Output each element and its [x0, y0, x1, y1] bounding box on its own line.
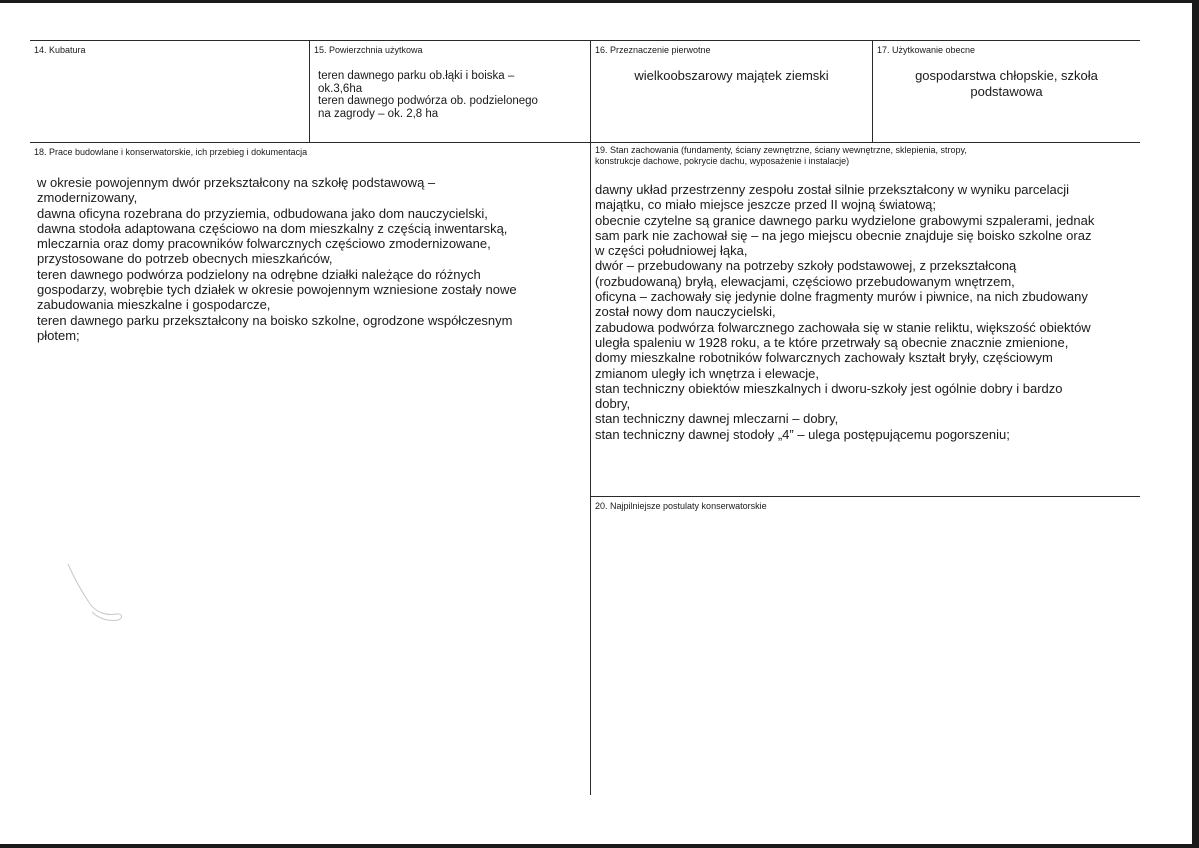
field-18-line: teren dawnego parku przekształcony na boisko szkolne, ogrodzone współczesnym — [37, 312, 513, 328]
field-20-label: 20. Najpilniejsze postulaty konserwatorskie — [595, 501, 767, 511]
field-19-line: dobry, — [595, 396, 631, 412]
field-15-line: ok.3,6ha — [318, 82, 363, 95]
field-18-line: płotem; — [37, 327, 80, 343]
field-19-line: zabudowa podwórza folwarcznego zachowała się w stanie reliktu, większość obiektów — [595, 319, 1091, 335]
rule-row1-bottom — [30, 142, 1140, 143]
field-15-line: teren dawnego parku ob.łąki i boiska – — [318, 70, 515, 82]
field-18-line: zmodernizowany, — [37, 190, 138, 206]
rule-top — [30, 40, 1140, 41]
field-19-value — [595, 182, 1094, 442]
rule-field20-top — [590, 496, 1140, 497]
field-16-line: wielkoobszarowy majątek ziemski — [634, 68, 829, 83]
field-18-line: gospodarzy, wobrębie tych działek w okresie powojennym wzniesione zostały nowe — [37, 282, 517, 298]
field-19-line: w części południowej łąka, — [595, 243, 748, 259]
field-15-line: teren dawnego podwórza ob. podzielonego — [318, 95, 538, 107]
field-18-line: w okresie powojennym dwór przekształcony na szkołę podstawową – — [37, 175, 436, 190]
field-18-line: przystosowane do potrzeb obecnych mieszkańców, — [37, 251, 333, 267]
field-18-value — [37, 175, 517, 343]
field-18-line: dawna stodoła adaptowana częściowo na dom mieszkalny z częścią inwentarską, — [37, 220, 508, 236]
field-19-line: oficyna – zachowały się jedynie dolne fragmenty murów i piwnice, na nich zbudowany — [595, 289, 1088, 305]
scan-border-top — [0, 0, 1199, 3]
field-18-line: mleczarnia oraz domy pracowników folwarcznych częściowo zmodernizowane, — [37, 236, 491, 252]
field-19-line: obecnie czytelne są granice dawnego parku wydzielone grabowymi szpalerami, jednak — [595, 212, 1095, 228]
field-15-label: 15. Powierzchnia użytkowa — [314, 45, 423, 55]
field-19-line: (rozbudowaną) bryłą, elewacjami, częściowo przebudowanym wnętrzem, — [595, 273, 1015, 289]
field-19-line: stan techniczny obiektów mieszkalnych i dworu-szkoły jest ogólnie dobry i bardzo — [595, 380, 1063, 396]
field-16-label: 16. Przeznaczenie pierwotne — [595, 45, 711, 55]
scan-border-bottom — [0, 844, 1199, 848]
field-18-line: teren dawnego podwórza podzielony na odrębne działki należące do różnych — [37, 266, 481, 282]
field-18-line: zabudowania mieszkalne i gospodarcze, — [37, 297, 271, 313]
field-19-label — [595, 145, 967, 167]
scan-border-right — [1192, 0, 1199, 848]
field-15-value — [318, 70, 538, 120]
field-19-line: uległa spaleniu w 1928 roku, a te które przetrwały są obecnie znacznie zmienione, — [595, 334, 1069, 350]
field-19-line: sam park nie zachował się – na jego miejscu obecnie znajduje się boisko szkolne oraz — [595, 227, 1092, 243]
field-15-line: na zagrody – ok. 2,8 ha — [318, 107, 439, 120]
field-18-label: 18. Prace budowlane i konserwatorskie, ich przebieg i dokumentacja — [34, 147, 308, 157]
field-17-value — [873, 68, 1140, 100]
field-19-line: domy mieszkalne robotników folwarcznych zachowały kształt bryły, częściowym — [595, 350, 1053, 366]
field-19-line: stan techniczny dawnej stodoły „4” – ulega postępującemu pogorszeniu; — [595, 426, 1010, 442]
field-19-line: dwór – przebudowany na potrzeby szkoły podstawowej, z przekształconą — [595, 258, 1017, 274]
field-17-line: podstawowa — [970, 84, 1043, 99]
field-19-label-line: konstrukcje dachowe, pokrycie dachu, wyposażenie i instalacje) — [595, 156, 850, 166]
field-19-line: stan techniczny dawnej mleczarni – dobry, — [595, 411, 839, 427]
divider-14-15 — [309, 40, 310, 143]
field-19-line: został nowy dom nauczycielski, — [595, 304, 776, 320]
field-16-value — [591, 68, 872, 84]
pencil-mark — [60, 560, 130, 630]
divider-center — [590, 40, 591, 795]
field-19-line: zmianom uległy ich wnętrza i elewacje, — [595, 365, 819, 381]
field-19-label-line: 19. Stan zachowania (fundamenty, ściany zewnętrzne, ściany wewnętrzne, sklepienia, stropy, — [595, 145, 967, 155]
field-19-line: dawny układ przestrzenny zespołu został silnie przekształcony w wyniku parcelacji — [595, 182, 1069, 197]
field-17-line: gospodarstwa chłopskie, szkoła — [915, 68, 1098, 83]
field-19-line: majątku, co miało miejsce jeszcze przed II wojną światową; — [595, 197, 937, 213]
field-17-label: 17. Użytkowanie obecne — [877, 45, 976, 55]
field-14-label: 14. Kubatura — [34, 45, 86, 55]
field-18-line: dawna oficyna rozebrana do przyziemia, odbudowana jako dom nauczycielski, — [37, 205, 488, 221]
